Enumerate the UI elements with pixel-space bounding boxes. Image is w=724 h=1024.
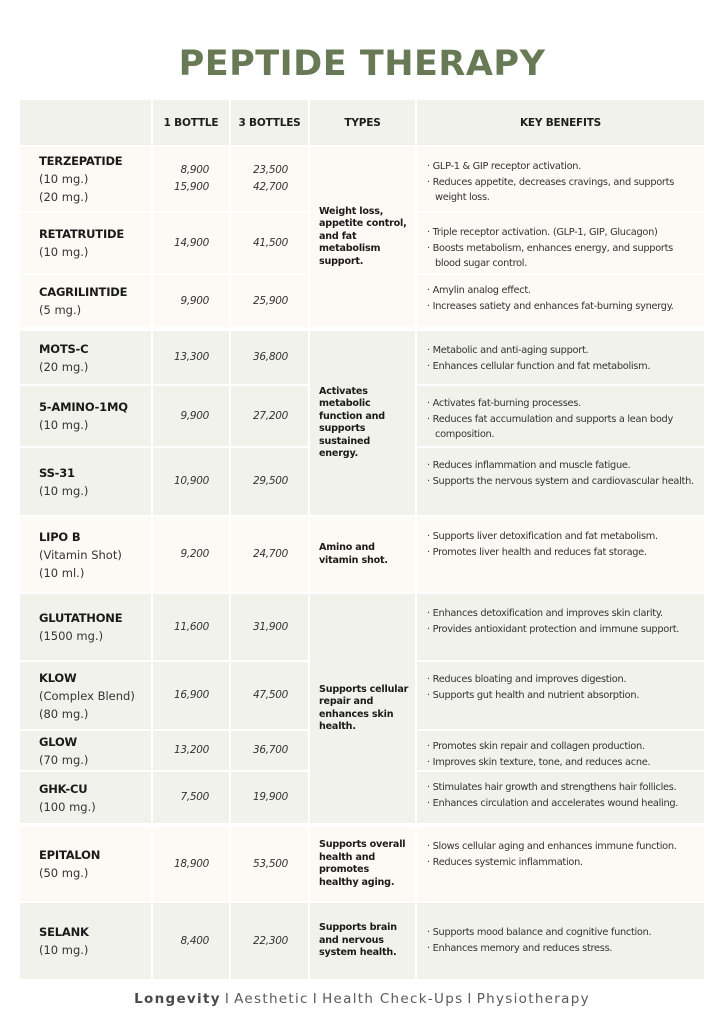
key-benefits-cell bbox=[417, 903, 704, 979]
benefit-item: · Reduces bloating and improves digestion. bbox=[427, 672, 698, 688]
price-three-bottles: 36,700 bbox=[253, 744, 288, 756]
type-description: Amino and vitamin shot. bbox=[319, 542, 388, 566]
benefit-item: · Enhances memory and reduces stress. bbox=[427, 941, 698, 957]
product-dose: (100 mg.) bbox=[39, 799, 96, 814]
benefit-item: · Activates fat-burning processes. bbox=[427, 396, 698, 412]
price-three-bottles: 42,700 bbox=[253, 181, 288, 193]
header-one-bottle: 1 BOTTLE bbox=[153, 100, 229, 145]
header-types: TYPES bbox=[310, 100, 415, 145]
product-dose: (10 mg.) bbox=[39, 943, 89, 957]
price-three-bottles: 36,800 bbox=[253, 351, 288, 363]
price-one-bottle-cell bbox=[153, 386, 229, 446]
benefit-item: · Amylin analog effect. bbox=[427, 283, 698, 299]
price-three-bottles: 47,500 bbox=[253, 689, 288, 701]
price-one-bottle: 11,600 bbox=[174, 620, 209, 633]
price-one-bottle: 8,400 bbox=[180, 934, 209, 947]
benefit-item: · Supports mood balance and cognitive function. bbox=[427, 925, 698, 941]
price-three-bottles-cell bbox=[231, 827, 308, 901]
benefit-item: · Reduces fat accumulation and supports a lean body composition. bbox=[427, 412, 698, 443]
price-three-bottles: 27,200 bbox=[253, 409, 288, 422]
price-three-bottles-cell bbox=[231, 448, 308, 515]
product-name: EPITALON bbox=[39, 848, 101, 862]
price-one-bottle: 13,300 bbox=[174, 351, 209, 363]
benefit-item: · Supports the nervous system and cardiovascular health. bbox=[427, 474, 698, 490]
product-name-cell bbox=[20, 213, 151, 273]
price-one-bottle: 13,200 bbox=[174, 744, 209, 756]
product-name-cell bbox=[20, 331, 151, 384]
benefit-item: · Boosts metabolism, enhances energy, and supports blood sugar control. bbox=[427, 241, 698, 272]
benefit-item: · Provides antioxidant protection and immune support. bbox=[427, 622, 698, 638]
benefit-item: · Increases satiety and enhances fat-burning synergy. bbox=[427, 299, 698, 315]
product-dose: (80 mg.) bbox=[39, 706, 89, 721]
price-one-bottle-cell bbox=[153, 594, 229, 660]
product-dose: (5 mg.) bbox=[39, 303, 82, 317]
footer-item-health-check-ups: Health Check-Ups bbox=[322, 991, 464, 1007]
key-benefits-cell bbox=[417, 275, 704, 327]
types-cell bbox=[310, 517, 415, 592]
price-one-bottle: 7,500 bbox=[180, 791, 209, 803]
product-name-cell bbox=[20, 448, 151, 515]
header-name bbox=[20, 100, 151, 145]
benefit-item: · Improves skin texture, tone, and reduces acne. bbox=[427, 755, 698, 771]
price-one-bottle: 16,900 bbox=[174, 689, 209, 701]
type-description: Supports brain and nervous system health. bbox=[319, 922, 397, 959]
price-three-bottles: 41,500 bbox=[253, 236, 288, 249]
benefit-item: · Stimulates hair growth and strengthens hair follicles. bbox=[427, 780, 698, 796]
benefit-item: · Promotes skin repair and collagen production. bbox=[427, 739, 698, 755]
benefit-item: · Reduces appetite, decreases cravings, and supports weight loss. bbox=[427, 175, 698, 206]
product-name: MOTS-C bbox=[39, 341, 89, 356]
product-name: SELANK bbox=[39, 925, 89, 939]
product-name-cell bbox=[20, 147, 151, 211]
price-one-bottle-cell bbox=[153, 827, 229, 901]
page-title: PEPTIDE THERAPY bbox=[178, 44, 546, 84]
product-dose: (10 mg.) bbox=[39, 418, 89, 432]
price-one-bottle-cell bbox=[153, 448, 229, 515]
footer-item-physiotherapy: Physiotherapy bbox=[476, 991, 590, 1007]
price-one-bottle: 10,900 bbox=[174, 475, 209, 487]
key-benefits-cell bbox=[417, 662, 704, 729]
types-cell bbox=[310, 594, 415, 823]
product-dose: (10 ml.) bbox=[39, 565, 85, 580]
key-benefits-cell bbox=[417, 213, 704, 273]
benefit-item: · Supports liver detoxification and fat metabolism. bbox=[427, 529, 698, 545]
benefit-item: · Slows cellular aging and enhances immune function. bbox=[427, 839, 698, 855]
type-description: Activates metabolic function and supports sustained energy. bbox=[319, 385, 385, 459]
benefit-item: · Supports gut health and nutrient absorption. bbox=[427, 688, 698, 704]
product-name: GLUTATHONE bbox=[39, 611, 123, 625]
product-dose: (Vitamin Shot) bbox=[39, 547, 122, 562]
price-three-bottles: 31,900 bbox=[253, 620, 288, 633]
header-key-benefits: KEY BENEFITS bbox=[417, 100, 704, 145]
product-dose: (1500 mg.) bbox=[39, 629, 104, 643]
benefit-item: · Triple receptor activation. (GLP-1, GIP, Glucagon) bbox=[427, 225, 698, 241]
product-dose: (20 mg.) bbox=[39, 359, 89, 374]
price-one-bottle: 8,900 bbox=[180, 164, 209, 176]
price-one-bottle-cell bbox=[153, 213, 229, 273]
price-one-bottle-cell bbox=[153, 517, 229, 592]
product-name: 5-AMINO-1MQ bbox=[39, 400, 128, 414]
product-dose: (Complex Blend) bbox=[39, 688, 135, 703]
key-benefits-cell bbox=[417, 731, 704, 770]
footer-separator: I bbox=[467, 991, 473, 1007]
footer bbox=[0, 991, 724, 1007]
key-benefits-cell bbox=[417, 827, 704, 901]
price-one-bottle: 9,200 bbox=[180, 548, 209, 560]
price-one-bottle-cell bbox=[153, 147, 229, 211]
type-description: Weight loss, appetite control, and fat metabolism support. bbox=[319, 205, 407, 267]
product-name: GLOW bbox=[39, 734, 78, 749]
price-three-bottles-cell bbox=[231, 147, 308, 211]
product-name-cell bbox=[20, 517, 151, 592]
price-three-bottles-cell bbox=[231, 213, 308, 273]
price-three-bottles-cell bbox=[231, 662, 308, 729]
footer-item-aesthetic: Aesthetic bbox=[234, 991, 309, 1007]
benefit-item: · Enhances circulation and accelerates wound healing. bbox=[427, 796, 698, 812]
price-one-bottle: 14,900 bbox=[174, 236, 209, 249]
header-three-bottles: 3 BOTTLES bbox=[231, 100, 308, 145]
price-one-bottle: 18,900 bbox=[174, 857, 209, 870]
benefit-item: · GLP-1 & GIP receptor activation. bbox=[427, 159, 698, 175]
benefit-item: · Reduces inflammation and muscle fatigue. bbox=[427, 458, 698, 474]
price-three-bottles-cell bbox=[231, 731, 308, 770]
price-one-bottle: 9,900 bbox=[180, 294, 209, 307]
product-dose: (20 mg.) bbox=[39, 190, 89, 204]
benefit-item: · Promotes liver health and reduces fat storage. bbox=[427, 545, 698, 561]
key-benefits-cell bbox=[417, 594, 704, 660]
price-three-bottles: 24,700 bbox=[253, 548, 288, 560]
product-name-cell bbox=[20, 275, 151, 327]
product-name: RETATRUTIDE bbox=[39, 227, 125, 241]
price-three-bottles: 29,500 bbox=[253, 475, 288, 487]
product-name-cell bbox=[20, 827, 151, 901]
price-three-bottles: 53,500 bbox=[253, 857, 288, 870]
product-name: SS-31 bbox=[39, 465, 75, 480]
types-cell bbox=[310, 147, 415, 327]
product-name-cell bbox=[20, 386, 151, 446]
product-name: LIPO B bbox=[39, 529, 81, 544]
key-benefits-cell bbox=[417, 331, 704, 384]
product-name-cell bbox=[20, 594, 151, 660]
price-three-bottles-cell bbox=[231, 275, 308, 327]
footer-separator: I bbox=[312, 991, 319, 1007]
benefit-item: · Enhances cellular function and fat metabolism. bbox=[427, 359, 698, 375]
price-three-bottles: 23,500 bbox=[253, 164, 288, 176]
type-description: Supports cellular repair and enhances skin health. bbox=[319, 683, 409, 732]
benefit-item: · Reduces systemic inflammation. bbox=[427, 855, 698, 871]
product-dose: (10 mg.) bbox=[39, 483, 89, 498]
price-three-bottles-cell bbox=[231, 517, 308, 592]
key-benefits-cell bbox=[417, 448, 704, 515]
key-benefits-cell bbox=[417, 386, 704, 446]
product-dose: (70 mg.) bbox=[39, 752, 89, 767]
product-name: KLOW bbox=[39, 670, 77, 685]
product-dose: (10 mg.) bbox=[39, 245, 89, 259]
price-one-bottle: 9,900 bbox=[180, 409, 209, 422]
product-name-cell bbox=[20, 772, 151, 823]
key-benefits-cell bbox=[417, 517, 704, 592]
price-three-bottles-cell bbox=[231, 594, 308, 660]
product-name-cell bbox=[20, 731, 151, 770]
footer-item-longevity: Longevity bbox=[134, 991, 221, 1007]
product-name-cell bbox=[20, 903, 151, 979]
benefit-item: · Enhances detoxification and improves skin clarity. bbox=[427, 606, 698, 622]
types-cell bbox=[310, 903, 415, 979]
price-one-bottle-cell bbox=[153, 731, 229, 770]
price-three-bottles-cell bbox=[231, 386, 308, 446]
types-cell bbox=[310, 331, 415, 515]
price-three-bottles: 25,900 bbox=[253, 294, 288, 307]
price-one-bottle-cell bbox=[153, 903, 229, 979]
key-benefits-cell bbox=[417, 147, 704, 211]
price-one-bottle: 15,900 bbox=[174, 181, 209, 193]
product-name-cell bbox=[20, 662, 151, 729]
price-three-bottles-cell bbox=[231, 772, 308, 823]
types-cell bbox=[310, 827, 415, 901]
price-three-bottles: 22,300 bbox=[253, 934, 288, 947]
product-name: CAGRILINTIDE bbox=[39, 285, 128, 299]
product-dose: (50 mg.) bbox=[39, 866, 89, 880]
type-description: Supports overall health and promotes healthy aging. bbox=[319, 839, 406, 888]
footer-separator: I bbox=[224, 991, 231, 1007]
price-one-bottle-cell bbox=[153, 275, 229, 327]
product-name: TERZEPATIDE bbox=[39, 154, 123, 168]
product-name: GHK-CU bbox=[39, 781, 88, 796]
price-one-bottle-cell bbox=[153, 662, 229, 729]
price-three-bottles: 19,900 bbox=[253, 791, 288, 803]
price-one-bottle-cell bbox=[153, 772, 229, 823]
key-benefits-cell bbox=[417, 772, 704, 823]
price-three-bottles-cell bbox=[231, 903, 308, 979]
benefit-item: · Metabolic and anti-aging support. bbox=[427, 343, 698, 359]
price-three-bottles-cell bbox=[231, 331, 308, 384]
product-dose: (10 mg.) bbox=[39, 172, 89, 186]
price-one-bottle-cell bbox=[153, 331, 229, 384]
